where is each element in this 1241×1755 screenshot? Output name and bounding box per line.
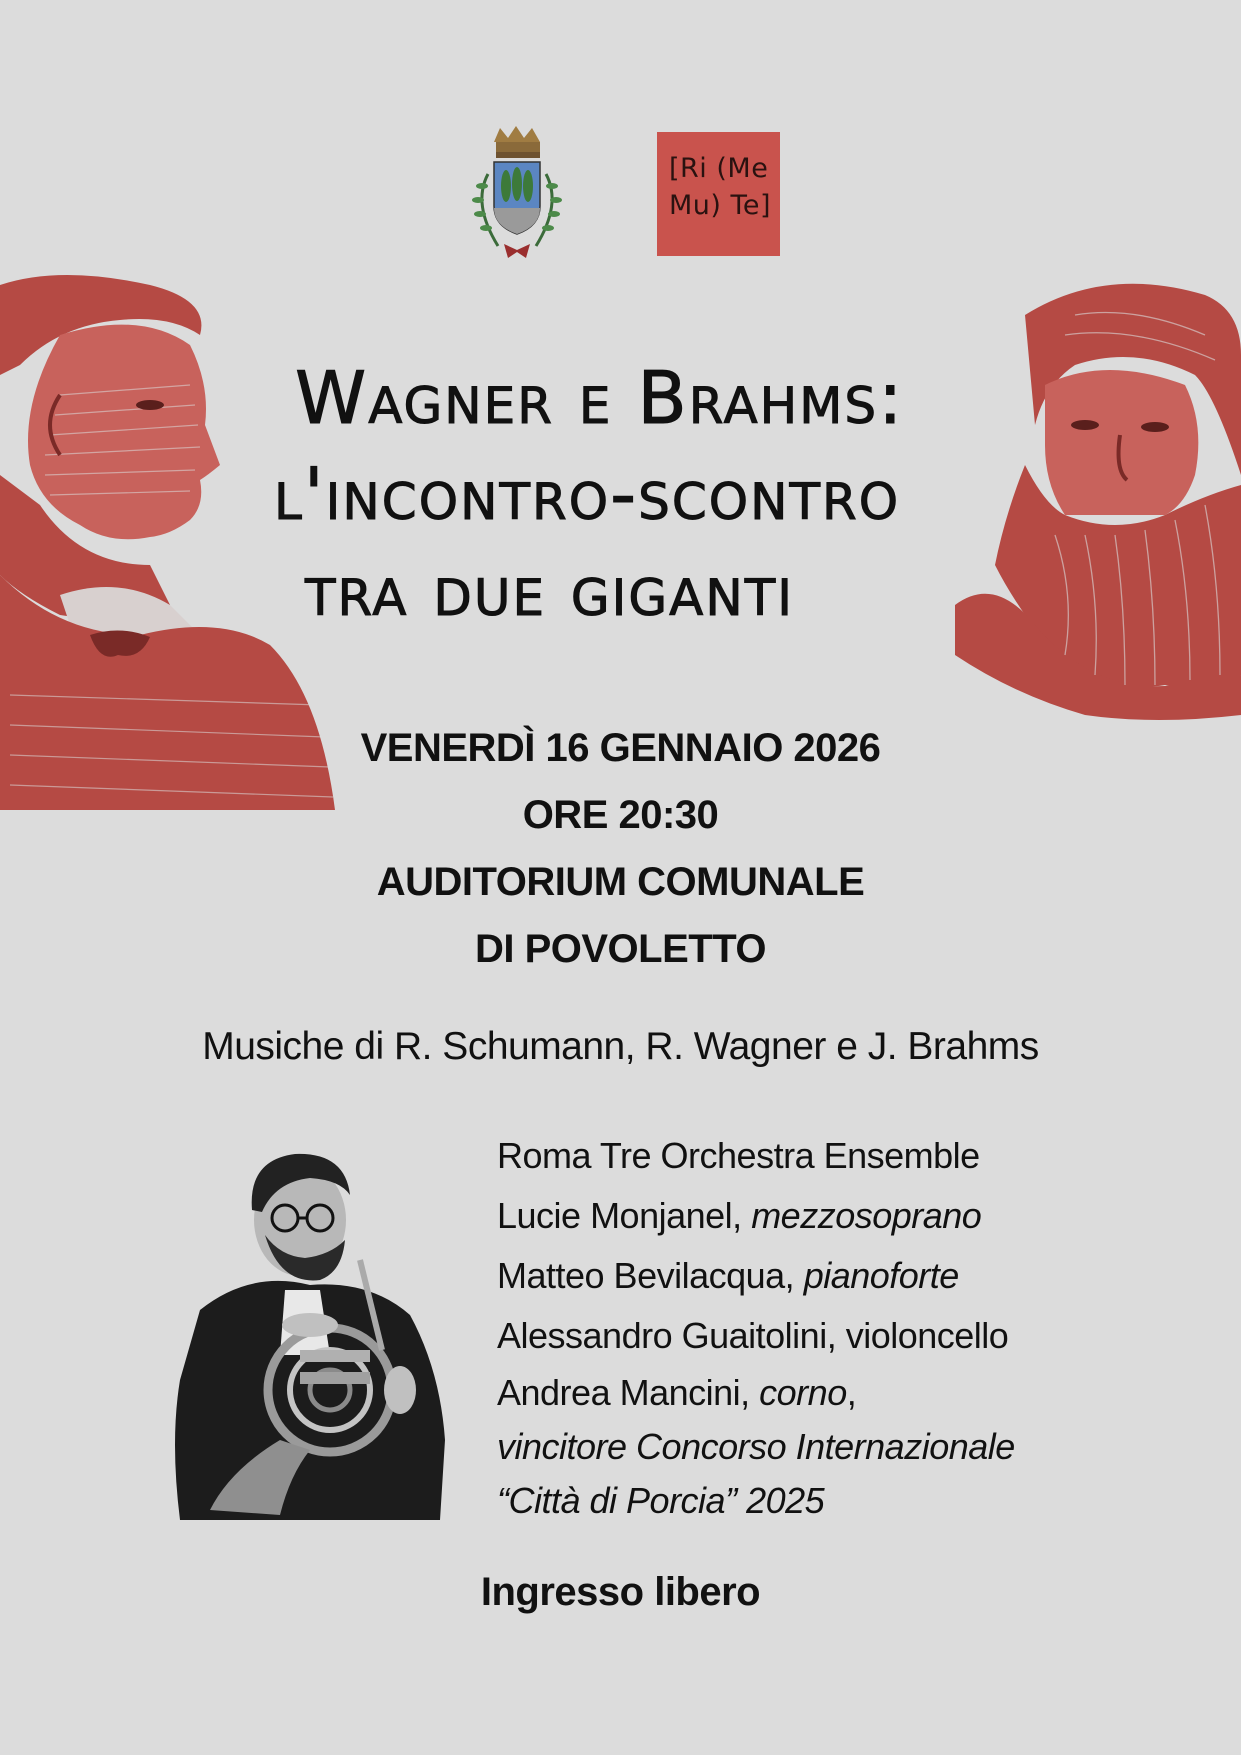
event-title (250, 350, 990, 638)
event-time: ORE 20:30 (522, 793, 719, 837)
performer-row: Alessandro Guaitolini, violoncello (497, 1315, 1009, 1356)
award-line-2 (497, 1474, 1217, 1528)
performer-name: Andrea Mancini, (497, 1372, 750, 1413)
horn-player-photo (170, 1140, 465, 1520)
program-description: Musiche di R. Schumann, R. Wagner e J. Brahms (202, 1025, 1039, 1068)
rimemute-logo (657, 132, 780, 256)
performer-row (497, 1186, 1217, 1246)
performer-row (497, 1246, 1217, 1306)
performer-ensemble: Roma Tre Orchestra Ensemble (497, 1135, 980, 1176)
event-venue-line-2: DI POVOLETTO (474, 927, 767, 971)
admission-note: Ingresso libero (480, 1570, 761, 1614)
title-line-1: Wagner e Brahms: (295, 356, 905, 440)
performer-suffix: , (846, 1372, 857, 1413)
performer-row (497, 1366, 1217, 1420)
performer-role: corno (759, 1372, 847, 1413)
title-line-2: l'incontro-scontro (274, 452, 901, 536)
award-text: vincitore Concorso Internazionale (497, 1426, 1015, 1467)
award-text: “Città di Porcia” 2025 (497, 1480, 825, 1521)
title-line-3: tra due giganti (305, 548, 795, 632)
performer-name: Lucie Monjanel, (497, 1195, 742, 1236)
performer-role: pianoforte (803, 1255, 959, 1296)
municipal-crest-logo (458, 124, 574, 264)
event-venue-line-1: AUDITORIUM COMUNALE (376, 860, 865, 904)
event-details (0, 715, 1241, 983)
award-line-1 (497, 1420, 1217, 1474)
performer-name: Matteo Bevilacqua, (497, 1255, 795, 1296)
event-date: VENERDÌ 16 GENNAIO 2026 (360, 726, 881, 770)
rimemute-logo-line: [Ri (Me (669, 153, 769, 184)
performer-role: mezzosoprano (751, 1195, 982, 1236)
rimemute-logo-line: Mu) Te] (669, 190, 772, 221)
performers-list (497, 1126, 1217, 1528)
